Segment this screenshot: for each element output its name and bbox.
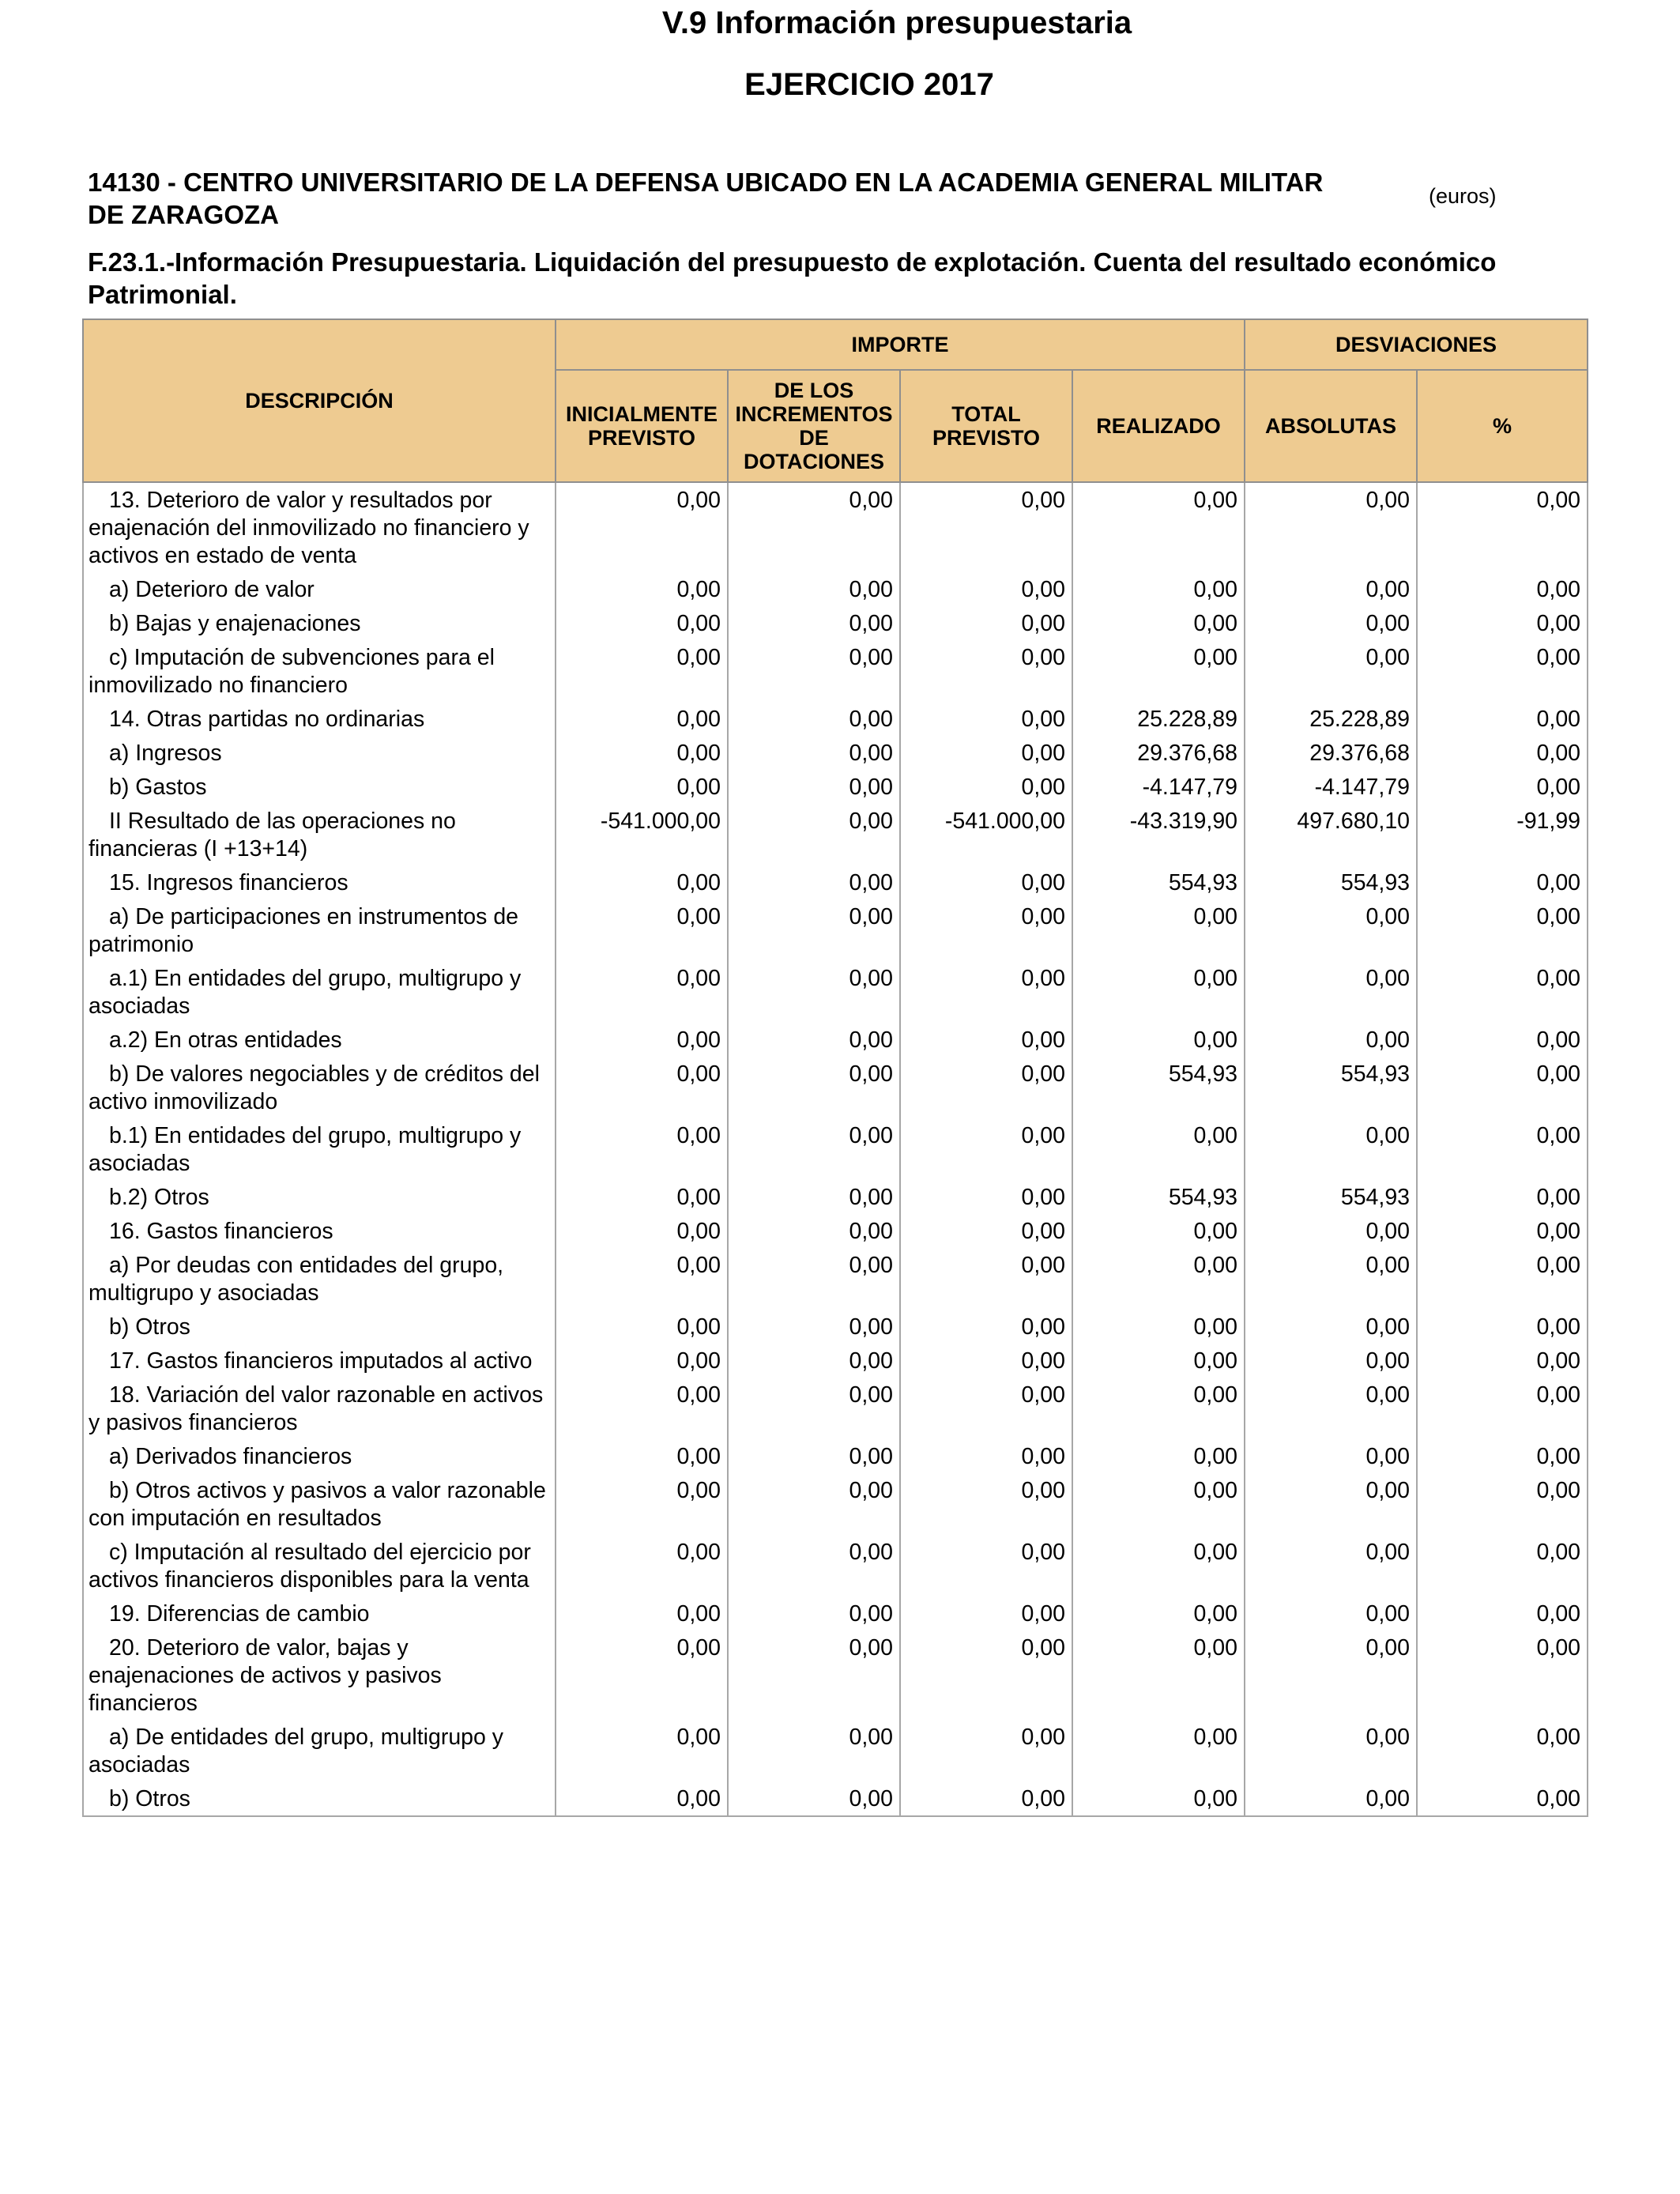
cell-inicial: 0,00 bbox=[556, 899, 728, 961]
row-description: b) Otros bbox=[83, 1781, 556, 1816]
cell-inicial: 0,00 bbox=[556, 1057, 728, 1118]
cell-absolutas: 554,93 bbox=[1245, 1180, 1417, 1214]
cell-realizado: 0,00 bbox=[1072, 1439, 1245, 1473]
cell-realizado: 0,00 bbox=[1072, 899, 1245, 961]
table-row bbox=[83, 899, 1588, 961]
table-row bbox=[83, 1248, 1588, 1310]
cell-absolutas: 554,93 bbox=[1245, 1057, 1417, 1118]
cell-inicial: 0,00 bbox=[556, 1781, 728, 1816]
cell-total: 0,00 bbox=[900, 702, 1072, 736]
cell-realizado: 554,93 bbox=[1072, 1057, 1245, 1118]
cell-absolutas: 554,93 bbox=[1245, 865, 1417, 899]
table-row bbox=[83, 1596, 1588, 1630]
cell-inicial: 0,00 bbox=[556, 1118, 728, 1180]
cell-pct: 0,00 bbox=[1417, 1023, 1588, 1057]
cell-incrementos: 0,00 bbox=[728, 865, 900, 899]
cell-incrementos: 0,00 bbox=[728, 1023, 900, 1057]
cell-incrementos: 0,00 bbox=[728, 770, 900, 804]
row-description: a.2) En otras entidades bbox=[83, 1023, 556, 1057]
entity-name: 14130 - CENTRO UNIVERSITARIO DE LA DEFENSA UBICADO EN LA ACADEMIA GENERAL MILITAR DE ZARAGOZA bbox=[88, 168, 1324, 229]
row-description: c) Imputación de subvenciones para el inmovilizado no financiero bbox=[83, 640, 556, 702]
report-subtitle: F.23.1.-Información Presupuestaria. Liquidación del presupuesto de explotación. Cuenta del resultado económico Patrimonial. bbox=[88, 247, 1497, 309]
cell-realizado: 0,00 bbox=[1072, 1118, 1245, 1180]
cell-total: 0,00 bbox=[900, 1473, 1072, 1535]
table-row bbox=[83, 1310, 1588, 1344]
cell-total: 0,00 bbox=[900, 1439, 1072, 1473]
cell-inicial: 0,00 bbox=[556, 1023, 728, 1057]
cell-incrementos: 0,00 bbox=[728, 482, 900, 572]
cell-inicial: 0,00 bbox=[556, 736, 728, 770]
cell-incrementos: 0,00 bbox=[728, 1439, 900, 1473]
cell-inicial: 0,00 bbox=[556, 1720, 728, 1781]
cell-incrementos: 0,00 bbox=[728, 1344, 900, 1378]
row-description: a) Ingresos bbox=[83, 736, 556, 770]
cell-incrementos: 0,00 bbox=[728, 606, 900, 640]
row-description: a) Por deudas con entidades del grupo, multigrupo y asociadas bbox=[83, 1248, 556, 1310]
cell-total: 0,00 bbox=[900, 482, 1072, 572]
cell-pct: 0,00 bbox=[1417, 482, 1588, 572]
cell-realizado: 0,00 bbox=[1072, 1378, 1245, 1439]
cell-inicial: 0,00 bbox=[556, 1214, 728, 1248]
row-description: 19. Diferencias de cambio bbox=[83, 1596, 556, 1630]
cell-pct: 0,00 bbox=[1417, 1781, 1588, 1816]
row-description: b) Gastos bbox=[83, 770, 556, 804]
cell-inicial: 0,00 bbox=[556, 606, 728, 640]
table-row bbox=[83, 1180, 1588, 1214]
row-description: a) Deterioro de valor bbox=[83, 572, 556, 606]
table-row bbox=[83, 1344, 1588, 1378]
cell-absolutas: 0,00 bbox=[1245, 1248, 1417, 1310]
row-description: b) De valores negociables y de créditos del activo inmovilizado bbox=[83, 1057, 556, 1118]
table-row bbox=[83, 640, 1588, 702]
cell-realizado: 29.376,68 bbox=[1072, 736, 1245, 770]
cell-incrementos: 0,00 bbox=[728, 1310, 900, 1344]
cell-absolutas: 0,00 bbox=[1245, 1781, 1417, 1816]
cell-pct: 0,00 bbox=[1417, 1596, 1588, 1630]
cell-pct: 0,00 bbox=[1417, 1720, 1588, 1781]
cell-pct: 0,00 bbox=[1417, 1310, 1588, 1344]
cell-realizado: 554,93 bbox=[1072, 1180, 1245, 1214]
cell-absolutas: 0,00 bbox=[1245, 1473, 1417, 1535]
cell-total: 0,00 bbox=[900, 1057, 1072, 1118]
cell-incrementos: 0,00 bbox=[728, 736, 900, 770]
cell-total: 0,00 bbox=[900, 1023, 1072, 1057]
cell-total: 0,00 bbox=[900, 1248, 1072, 1310]
row-description: b) Otros bbox=[83, 1310, 556, 1344]
cell-total: 0,00 bbox=[900, 1535, 1072, 1596]
cell-pct: 0,00 bbox=[1417, 1057, 1588, 1118]
cell-realizado: 0,00 bbox=[1072, 1344, 1245, 1378]
cell-realizado: 0,00 bbox=[1072, 1720, 1245, 1781]
cell-inicial: 0,00 bbox=[556, 1344, 728, 1378]
cell-absolutas: 0,00 bbox=[1245, 482, 1417, 572]
cell-total: 0,00 bbox=[900, 1378, 1072, 1439]
cell-incrementos: 0,00 bbox=[728, 1630, 900, 1720]
cell-absolutas: 0,00 bbox=[1245, 1118, 1417, 1180]
cell-total: 0,00 bbox=[900, 1214, 1072, 1248]
cell-realizado: 0,00 bbox=[1072, 1535, 1245, 1596]
row-description: 16. Gastos financieros bbox=[83, 1214, 556, 1248]
column-header-incrementos: DE LOS INCREMENTOS DE DOTACIONES bbox=[728, 370, 900, 482]
row-description: b) Otros activos y pasivos a valor razonable con imputación en resultados bbox=[83, 1473, 556, 1535]
cell-pct: 0,00 bbox=[1417, 1630, 1588, 1720]
row-description: b.1) En entidades del grupo, multigrupo y asociadas bbox=[83, 1118, 556, 1180]
row-description: a) De entidades del grupo, multigrupo y asociadas bbox=[83, 1720, 556, 1781]
row-description: 20. Deterioro de valor, bajas y enajenaciones de activos y pasivos financieros bbox=[83, 1630, 556, 1720]
cell-pct: 0,00 bbox=[1417, 770, 1588, 804]
table-row bbox=[83, 606, 1588, 640]
cell-absolutas: 0,00 bbox=[1245, 899, 1417, 961]
table-row bbox=[83, 1473, 1588, 1535]
row-description: II Resultado de las operaciones no financieras (I +13+14) bbox=[83, 804, 556, 865]
fiscal-year-title: EJERCICIO 2017 bbox=[744, 67, 994, 102]
cell-total: 0,00 bbox=[900, 1310, 1072, 1344]
cell-absolutas: 0,00 bbox=[1245, 1344, 1417, 1378]
cell-realizado: 0,00 bbox=[1072, 606, 1245, 640]
cell-absolutas: 0,00 bbox=[1245, 606, 1417, 640]
row-description: c) Imputación al resultado del ejercicio por activos financieros disponibles para la venta bbox=[83, 1535, 556, 1596]
table-row bbox=[83, 1781, 1588, 1816]
cell-realizado: 0,00 bbox=[1072, 1248, 1245, 1310]
row-description: b.2) Otros bbox=[83, 1180, 556, 1214]
table-row bbox=[83, 804, 1588, 865]
cell-inicial: 0,00 bbox=[556, 702, 728, 736]
cell-total: -541.000,00 bbox=[900, 804, 1072, 865]
cell-incrementos: 0,00 bbox=[728, 1535, 900, 1596]
row-description: a.1) En entidades del grupo, multigrupo y asociadas bbox=[83, 961, 556, 1023]
table-row bbox=[83, 736, 1588, 770]
cell-absolutas: 29.376,68 bbox=[1245, 736, 1417, 770]
table-body bbox=[83, 482, 1588, 1816]
cell-incrementos: 0,00 bbox=[728, 640, 900, 702]
table-row bbox=[83, 1023, 1588, 1057]
cell-pct: 0,00 bbox=[1417, 640, 1588, 702]
cell-pct: 0,00 bbox=[1417, 572, 1588, 606]
table-row bbox=[83, 865, 1588, 899]
cell-inicial: 0,00 bbox=[556, 1439, 728, 1473]
cell-absolutas: 0,00 bbox=[1245, 1720, 1417, 1781]
cell-absolutas: 0,00 bbox=[1245, 1439, 1417, 1473]
cell-absolutas: 0,00 bbox=[1245, 1596, 1417, 1630]
table-row bbox=[83, 961, 1588, 1023]
cell-realizado: -4.147,79 bbox=[1072, 770, 1245, 804]
cell-incrementos: 0,00 bbox=[728, 804, 900, 865]
cell-total: 0,00 bbox=[900, 640, 1072, 702]
cell-realizado: -43.319,90 bbox=[1072, 804, 1245, 865]
cell-incrementos: 0,00 bbox=[728, 1118, 900, 1180]
cell-pct: 0,00 bbox=[1417, 899, 1588, 961]
cell-realizado: 25.228,89 bbox=[1072, 702, 1245, 736]
cell-incrementos: 0,00 bbox=[728, 1214, 900, 1248]
cell-realizado: 0,00 bbox=[1072, 1023, 1245, 1057]
cell-total: 0,00 bbox=[900, 572, 1072, 606]
group-header-importe: IMPORTE bbox=[556, 319, 1245, 370]
cell-realizado: 0,00 bbox=[1072, 1596, 1245, 1630]
cell-realizado: 0,00 bbox=[1072, 1781, 1245, 1816]
cell-realizado: 0,00 bbox=[1072, 482, 1245, 572]
cell-inicial: 0,00 bbox=[556, 572, 728, 606]
cell-total: 0,00 bbox=[900, 1344, 1072, 1378]
cell-inicial: 0,00 bbox=[556, 1180, 728, 1214]
table-row bbox=[83, 1378, 1588, 1439]
cell-realizado: 0,00 bbox=[1072, 1310, 1245, 1344]
column-header-inicial: INICIALMENTE PREVISTO bbox=[556, 370, 728, 482]
table-row bbox=[83, 770, 1588, 804]
cell-inicial: 0,00 bbox=[556, 482, 728, 572]
cell-realizado: 554,93 bbox=[1072, 865, 1245, 899]
cell-total: 0,00 bbox=[900, 865, 1072, 899]
cell-inicial: 0,00 bbox=[556, 961, 728, 1023]
cell-pct: 0,00 bbox=[1417, 1378, 1588, 1439]
cell-incrementos: 0,00 bbox=[728, 1781, 900, 1816]
cell-realizado: 0,00 bbox=[1072, 961, 1245, 1023]
cell-absolutas: -4.147,79 bbox=[1245, 770, 1417, 804]
cell-pct: 0,00 bbox=[1417, 1344, 1588, 1378]
table-row bbox=[83, 572, 1588, 606]
cell-pct: 0,00 bbox=[1417, 865, 1588, 899]
cell-total: 0,00 bbox=[900, 736, 1072, 770]
cell-inicial: 0,00 bbox=[556, 1630, 728, 1720]
cell-total: 0,00 bbox=[900, 1630, 1072, 1720]
cell-pct: 0,00 bbox=[1417, 1439, 1588, 1473]
cell-pct: 0,00 bbox=[1417, 1248, 1588, 1310]
row-description: 18. Variación del valor razonable en activos y pasivos financieros bbox=[83, 1378, 556, 1439]
cell-absolutas: 0,00 bbox=[1245, 1378, 1417, 1439]
cell-incrementos: 0,00 bbox=[728, 1596, 900, 1630]
cell-inicial: 0,00 bbox=[556, 1596, 728, 1630]
cell-pct: 0,00 bbox=[1417, 1535, 1588, 1596]
cell-absolutas: 0,00 bbox=[1245, 1535, 1417, 1596]
table-row bbox=[83, 1118, 1588, 1180]
cell-absolutas: 0,00 bbox=[1245, 1214, 1417, 1248]
cell-incrementos: 0,00 bbox=[728, 572, 900, 606]
cell-total: 0,00 bbox=[900, 899, 1072, 961]
cell-realizado: 0,00 bbox=[1072, 572, 1245, 606]
cell-inicial: 0,00 bbox=[556, 865, 728, 899]
column-header-total: TOTAL PREVISTO bbox=[900, 370, 1072, 482]
cell-pct: 0,00 bbox=[1417, 1473, 1588, 1535]
cell-total: 0,00 bbox=[900, 1596, 1072, 1630]
cell-absolutas: 0,00 bbox=[1245, 640, 1417, 702]
cell-pct: 0,00 bbox=[1417, 1214, 1588, 1248]
column-header-absolutas: ABSOLUTAS bbox=[1245, 370, 1417, 482]
cell-total: 0,00 bbox=[900, 606, 1072, 640]
cell-pct: -91,99 bbox=[1417, 804, 1588, 865]
cell-inicial: 0,00 bbox=[556, 1310, 728, 1344]
group-header-desviaciones: DESVIACIONES bbox=[1245, 319, 1588, 370]
table-row bbox=[83, 1057, 1588, 1118]
row-description: 17. Gastos financieros imputados al activo bbox=[83, 1344, 556, 1378]
budget-table bbox=[82, 319, 1588, 1817]
cell-inicial: 0,00 bbox=[556, 1473, 728, 1535]
column-header-descripcion: DESCRIPCIÓN bbox=[83, 319, 556, 482]
cell-inicial: 0,00 bbox=[556, 1535, 728, 1596]
cell-incrementos: 0,00 bbox=[728, 899, 900, 961]
cell-incrementos: 0,00 bbox=[728, 1378, 900, 1439]
cell-inicial: 0,00 bbox=[556, 1378, 728, 1439]
cell-incrementos: 0,00 bbox=[728, 1180, 900, 1214]
cell-pct: 0,00 bbox=[1417, 606, 1588, 640]
cell-absolutas: 497.680,10 bbox=[1245, 804, 1417, 865]
cell-incrementos: 0,00 bbox=[728, 1057, 900, 1118]
column-header-realizado: REALIZADO bbox=[1072, 370, 1245, 482]
row-description: b) Bajas y enajenaciones bbox=[83, 606, 556, 640]
cell-total: 0,00 bbox=[900, 1720, 1072, 1781]
cell-realizado: 0,00 bbox=[1072, 640, 1245, 702]
cell-incrementos: 0,00 bbox=[728, 1248, 900, 1310]
cell-total: 0,00 bbox=[900, 1118, 1072, 1180]
row-description: a) De participaciones en instrumentos de patrimonio bbox=[83, 899, 556, 961]
cell-absolutas: 0,00 bbox=[1245, 1310, 1417, 1344]
cell-absolutas: 0,00 bbox=[1245, 961, 1417, 1023]
row-description: 13. Deterioro de valor y resultados por enajenación del inmovilizado no financiero y activos en estado de venta bbox=[83, 482, 556, 572]
table-header bbox=[83, 319, 1588, 482]
cell-inicial: 0,00 bbox=[556, 640, 728, 702]
table-row bbox=[83, 1720, 1588, 1781]
cell-realizado: 0,00 bbox=[1072, 1630, 1245, 1720]
cell-pct: 0,00 bbox=[1417, 961, 1588, 1023]
cell-incrementos: 0,00 bbox=[728, 1720, 900, 1781]
column-header-pct: % bbox=[1417, 370, 1588, 482]
cell-total: 0,00 bbox=[900, 961, 1072, 1023]
row-description: 14. Otras partidas no ordinarias bbox=[83, 702, 556, 736]
cell-incrementos: 0,00 bbox=[728, 961, 900, 1023]
cell-realizado: 0,00 bbox=[1072, 1214, 1245, 1248]
cell-pct: 0,00 bbox=[1417, 736, 1588, 770]
cell-pct: 0,00 bbox=[1417, 1180, 1588, 1214]
table-row bbox=[83, 1630, 1588, 1720]
table-row bbox=[83, 1535, 1588, 1596]
table-row bbox=[83, 1214, 1588, 1248]
cell-pct: 0,00 bbox=[1417, 702, 1588, 736]
cell-absolutas: 0,00 bbox=[1245, 1630, 1417, 1720]
cell-absolutas: 0,00 bbox=[1245, 572, 1417, 606]
cell-absolutas: 25.228,89 bbox=[1245, 702, 1417, 736]
cell-inicial: 0,00 bbox=[556, 770, 728, 804]
cell-incrementos: 0,00 bbox=[728, 702, 900, 736]
cell-inicial: 0,00 bbox=[556, 1248, 728, 1310]
table-row bbox=[83, 482, 1588, 572]
cell-incrementos: 0,00 bbox=[728, 1473, 900, 1535]
table-row bbox=[83, 1439, 1588, 1473]
cell-total: 0,00 bbox=[900, 1180, 1072, 1214]
cell-pct: 0,00 bbox=[1417, 1118, 1588, 1180]
row-description: 15. Ingresos financieros bbox=[83, 865, 556, 899]
cell-total: 0,00 bbox=[900, 1781, 1072, 1816]
row-description: a) Derivados financieros bbox=[83, 1439, 556, 1473]
table-row bbox=[83, 702, 1588, 736]
cell-realizado: 0,00 bbox=[1072, 1473, 1245, 1535]
page-title: V.9 Información presupuestaria bbox=[661, 6, 1132, 40]
cell-absolutas: 0,00 bbox=[1245, 1023, 1417, 1057]
cell-total: 0,00 bbox=[900, 770, 1072, 804]
units-label: (euros) bbox=[1429, 184, 1497, 208]
cell-inicial: -541.000,00 bbox=[556, 804, 728, 865]
